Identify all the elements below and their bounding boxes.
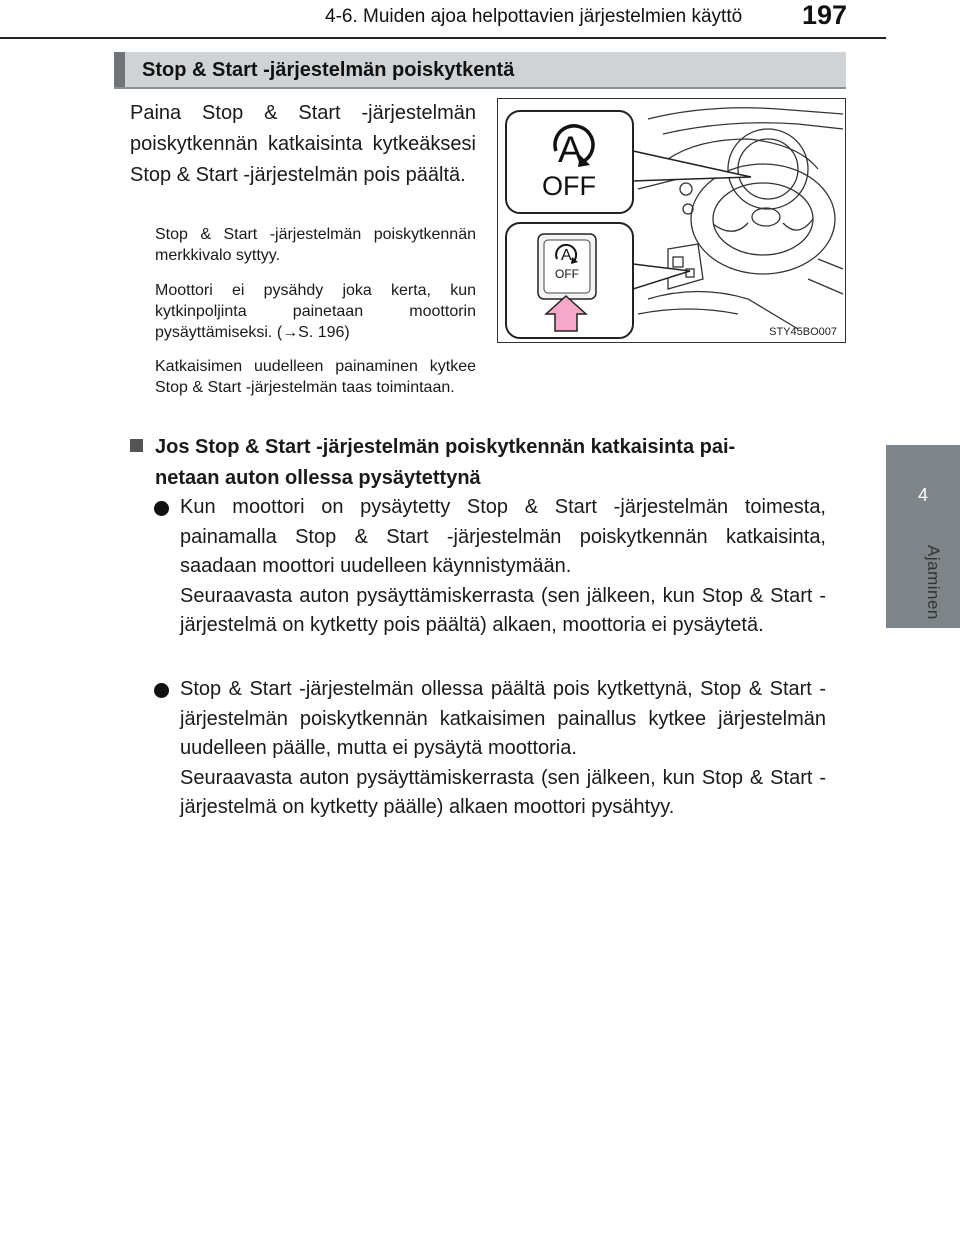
- header-rule: [0, 37, 886, 39]
- section-heading-text: Stop & Start -järjestelmän poiskytkentä: [142, 59, 515, 81]
- bullet-item: [180, 675, 826, 823]
- page-number: 197: [802, 0, 848, 30]
- bullet-extra: Seuraavasta auton pysäyttämiskerrasta (sen jälkeen, kun Stop & Start -järjestelmä on kytketty pois päältä) alkaen, moottoria ei pysäytetä.: [180, 584, 826, 636]
- bullet-text: Kun moottori on pysäytetty Stop & Start -järjestelmän toimesta, painamalla Stop & Start -järjestelmän poiskytkennän katkaisinta, saadaan moottori uudelleen käynnistymään.: [180, 496, 826, 577]
- subsection-heading: [130, 432, 826, 494]
- note-indicator: Stop & Start -järjestelmän poiskytkennän merkkivalo syttyy.: [155, 226, 476, 264]
- large-button-letter: A: [558, 129, 583, 170]
- note-clutch: Moottori ei pysähdy joka kerta, kun kytkinpoljinta painetaan moottorin pysäyttämiseksi. (→S. 196): [155, 282, 476, 341]
- bullet-dot-icon: [154, 501, 169, 516]
- square-bullet-icon: [130, 439, 143, 452]
- bullet-extra: Seuraavasta auton pysäyttämiskerrasta (sen jälkeen, kun Stop & Start -järjestelmä on kytketty päälle) alkaen moottori pysähtyy.: [180, 766, 826, 818]
- switch-illustration: [497, 98, 846, 343]
- lead-paragraph: Paina Stop & Start -järjestelmän poiskytkennän katkaisinta kytkeäksesi Stop & Start -järjestelmän pois päältä.: [130, 102, 476, 186]
- bullet-item: [180, 493, 826, 641]
- bullet-dot-icon: [154, 683, 169, 698]
- large-button-off-label: OFF: [542, 171, 596, 201]
- small-button-letter: A: [561, 247, 572, 264]
- bullet-text: Stop & Start -järjestelmän ollessa päältä pois kytkettynä, Stop & Start -järjestelmän poiskytkennän katkaisimen painallus kytkee järjestelmän uudelleen päälle, mutta ei pysäytä moottoria.: [180, 678, 826, 759]
- chapter-number: 4: [917, 485, 928, 505]
- note-reactivate: Katkaisimen uudelleen painaminen kytkee Stop & Start -järjestelmän taas toimintaan.: [155, 358, 476, 396]
- subsection-heading-line2: netaan auton ollessa pysäytettynä: [155, 467, 481, 489]
- running-header: 4-6. Muiden ajoa helpottavien järjestelmien käyttö: [325, 6, 743, 27]
- section-heading: [114, 52, 846, 89]
- figure-code: STY45BO007: [769, 326, 837, 338]
- small-button-off-label: OFF: [555, 267, 579, 281]
- chapter-label: Ajaminen: [924, 545, 943, 620]
- section-heading-bar: [114, 52, 125, 87]
- subsection-heading-line1: Jos Stop & Start -järjestelmän poiskytkennän katkaisinta pai-: [155, 436, 736, 458]
- dashboard-drawing: [498, 99, 846, 343]
